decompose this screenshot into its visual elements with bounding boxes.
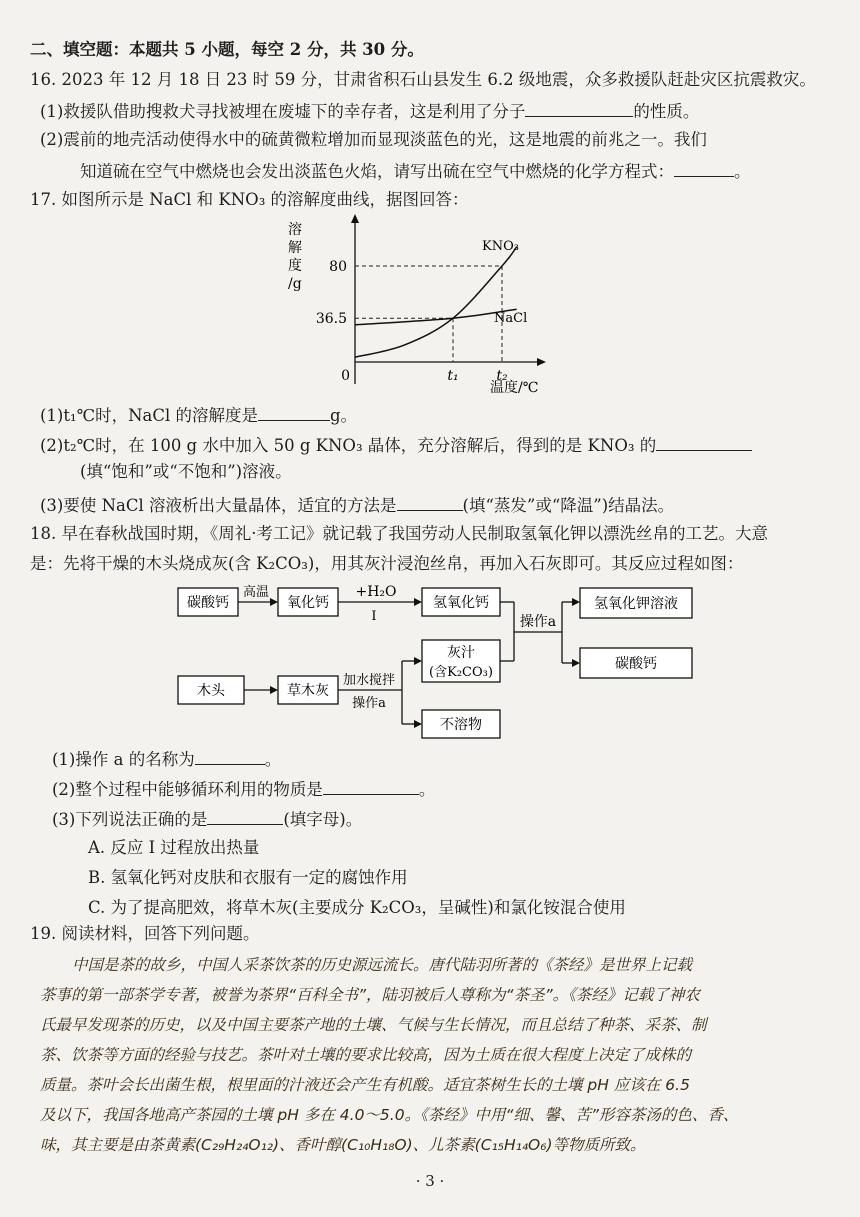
y-tick-80: 80 [329, 259, 347, 275]
box-lye-text1: 灰汁 [447, 645, 475, 661]
q17-part2-cont: (填“饱和”或“不饱和”)溶液。 [80, 462, 292, 481]
q17-stem: 17. 如图所示是 NaCl 和 KNO₃ 的溶解度曲线，据图回答： [30, 190, 469, 209]
q18-stem-line2: 是：先将干燥的木头烧成灰(含 K₂CO₃)，用其灰汁浸泡丝帛，再加入石灰即可。其反应过程如图： [30, 554, 744, 573]
q18-blank1[interactable] [195, 746, 265, 765]
label-reaction-I: I [371, 609, 377, 624]
passage-line: 氏最早发现茶的历史，以及中国主要茶产地的土壤、气候与生长情况，而且总结了种茶、采茶、制 [40, 1016, 707, 1034]
box-insoluble-text: 不溶物 [440, 717, 482, 733]
q18-option-c[interactable]: C. 为了提高肥效，将草木灰(主要成分 K₂CO₃，呈碱性)和氯化铵混合使用 [88, 898, 626, 917]
q18-part3: (3)下列说法正确的是 (填字母)。 [52, 806, 362, 832]
label-add-water-stir: 加水搅拌 [342, 673, 396, 688]
label-op-a-1: 操作a [519, 614, 557, 630]
passage-line: 及以下，我国各地高产茶园的土壤 pH 多在 4.0～5.0。《茶经》中用“细、馨、苦”形容茶汤的色、香、 [40, 1106, 739, 1124]
x-tick-t1: t₁ [447, 368, 459, 384]
q18-blank2[interactable] [323, 776, 419, 795]
q16-part2-line2: 知道硫在空气中燃烧也会发出淡蓝色火焰，请写出硫在空气中燃烧的化学方程式： 。 [80, 158, 751, 184]
q17-blank1[interactable] [258, 402, 330, 421]
q16-part1: (1)救援队借助搜救犬寻找被埋在废墟下的幸存者，这是利用了分子 的性质。 [40, 98, 699, 124]
label-high-temp: 高温 [242, 585, 270, 600]
section-title: 二、填空题：本题共 5 小题，每空 2 分，共 30 分。 [30, 40, 424, 59]
q16-blank1[interactable] [525, 98, 633, 117]
box-lye-text2: (含K₂CO₃) [429, 665, 493, 680]
q17-part1: (1)t₁℃时，NaCl 的溶解度是 g。 [40, 402, 357, 428]
passage-line: 中国是茶的故乡，中国人采茶饮茶的历史源远流长。唐代陆羽所著的《茶经》是世界上记载 [72, 956, 693, 974]
q18-part1: (1)操作 a 的名称为 。 [52, 746, 281, 772]
x-tick-t2: t₂ [496, 368, 508, 384]
q16-stem: 16. 2023 年 12 月 18 日 23 时 59 分，甘肃省积石山县发生 6.2 级地震，众多救援队赶赴灾区抗震救灾。 [30, 70, 816, 89]
q16-part2-line1: (2)震前的地壳活动使得水中的硫黄微粒增加而显现淡蓝色的光，这是地震的前兆之一。我们 [40, 130, 707, 149]
box-koh-text: 氢氧化钾溶液 [594, 596, 678, 612]
passage-line: 质量。茶叶会长出菌生根，根里面的汁液还会产生有机酸。适宜茶树生长的土壤 pH 应该在 6.5 [40, 1076, 690, 1094]
q19-stem: 19. 阅读材料，回答下列问题。 [30, 924, 260, 943]
q18-stem-line1: 18. 早在春秋战国时期，《周礼·考工记》就记载了我国劳动人民制取氢氧化钾以漂洗丝帛的工艺。大意 [30, 524, 768, 543]
q18-blank3[interactable] [207, 806, 283, 825]
curve-kno3 [355, 247, 517, 357]
q16-blank2[interactable] [674, 158, 734, 177]
q19-passage [40, 950, 820, 1160]
chart-ylabel-char: 度 [288, 258, 302, 274]
q18-option-a[interactable]: A. 反应 Ⅰ 过程放出热量 [88, 838, 260, 857]
y-axis-arrow [351, 214, 359, 223]
box-ash-text: 草木灰 [287, 683, 329, 699]
curve-nacl [355, 309, 517, 325]
box-wood-text: 木头 [197, 683, 225, 699]
box-caco3-start-text: 碳酸钙 [187, 595, 229, 611]
label-add-water: +H₂O [355, 584, 397, 600]
y-tick-36-5: 36.5 [315, 311, 347, 328]
q17-blank2[interactable] [656, 432, 752, 451]
box-caco3-end-text: 碳酸钙 [615, 656, 657, 672]
label-op-a-2: 操作a [352, 696, 386, 711]
box-cao-text: 氧化钙 [287, 595, 329, 611]
q18-option-b[interactable]: B. 氢氧化钙对皮肤和衣服有一定的腐蚀作用 [88, 868, 408, 887]
q17-blank3[interactable] [397, 492, 463, 511]
chart-ylabel-char: 溶 [288, 222, 302, 238]
x-axis-arrow [537, 358, 546, 366]
chart-xlabel: 温度/℃ [490, 380, 539, 396]
series-label-kno3: KNO₃ [482, 239, 519, 254]
q17-part3: (3)要使 NaCl 溶液析出大量晶体，适宜的方法是 (填“蒸发”或“降温”)结晶法。 [40, 492, 674, 518]
origin-label: 0 [341, 368, 350, 384]
passage-line: 茶事的第一部茶学专著，被誉为茶界“百科全书”，陆羽被后人尊称为“茶圣”。《茶经》记载了神农 [40, 986, 700, 1004]
series-label-nacl: NaCl [494, 311, 528, 326]
solubility-chart [280, 212, 570, 402]
chart-ylabel-char: /g [288, 276, 302, 292]
passage-line: 茶、饮茶等方面的经验与技艺。茶叶对土壤的要求比较高，因为土质在很大程度上决定了成株的 [40, 1046, 692, 1064]
q17-part2: (2)t₂℃时，在 100 g 水中加入 50 g KNO₃ 晶体，充分溶解后，得到的是 KNO₃ 的 [40, 432, 752, 458]
passage-line: 味，其主要是由茶黄素(C₂₉H₂₄O₁₂)、香叶醇(C₁₀H₁₈O)、儿茶素(C₁₅H₁₄O₆)等物质所致。 [40, 1136, 646, 1154]
box-caoh2-text: 氢氧化钙 [433, 595, 489, 611]
reaction-flowchart [170, 580, 710, 742]
chart-ylabel [288, 221, 302, 292]
page-number: · 3 · [415, 1172, 445, 1190]
chart-ylabel-char: 解 [288, 240, 302, 256]
q18-part2: (2)整个过程中能够循环利用的物质是 。 [52, 776, 435, 802]
